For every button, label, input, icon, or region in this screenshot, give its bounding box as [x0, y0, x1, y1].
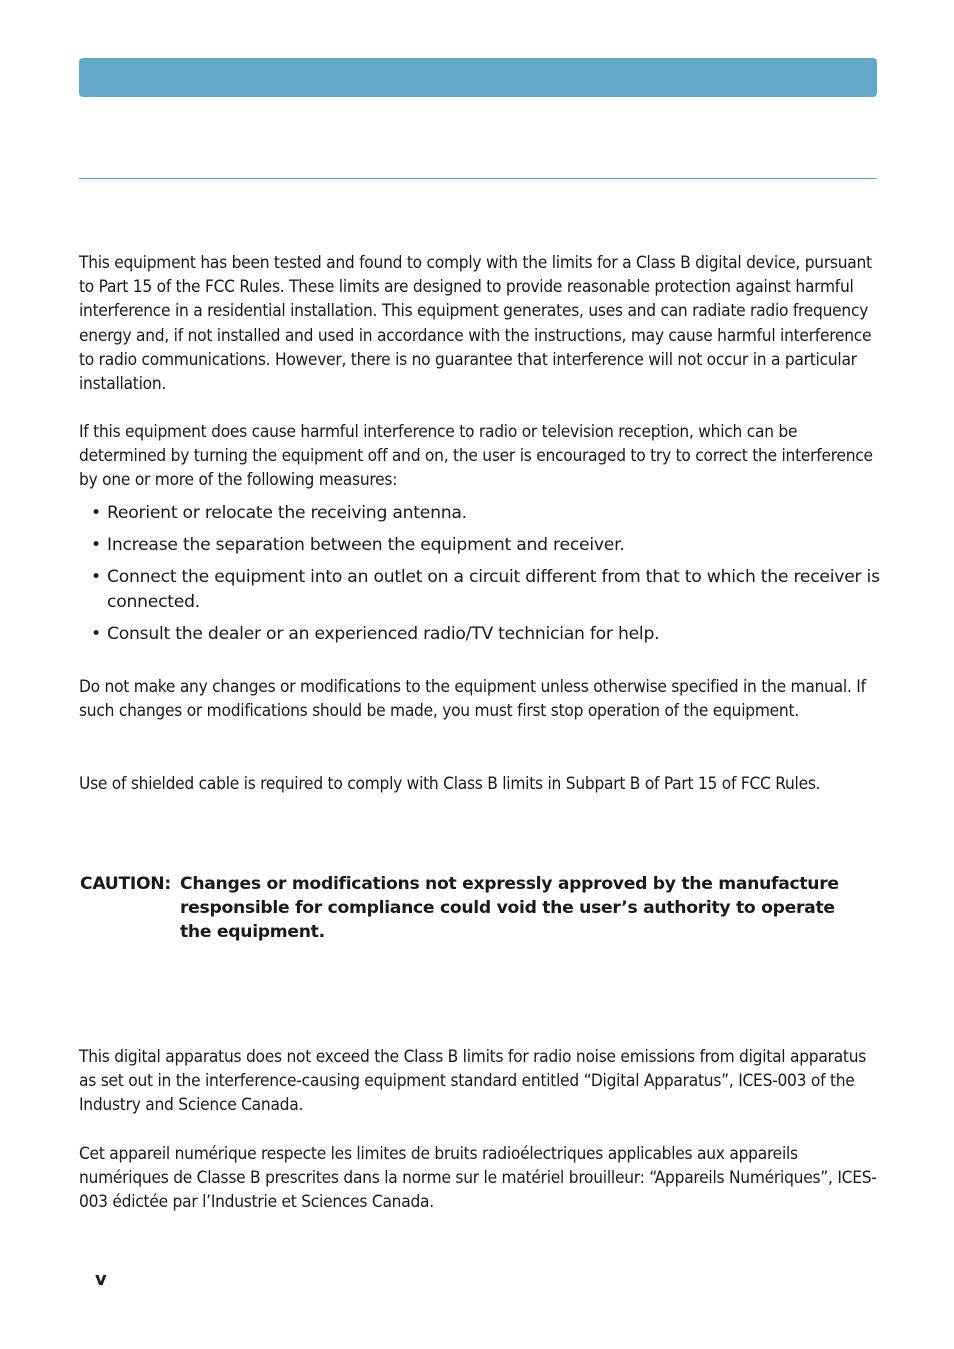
bullet-icon: •	[91, 535, 101, 556]
list-item: • Increase the separation between the equipment and receiver.	[91, 533, 881, 557]
measures-list	[91, 501, 881, 654]
interference-paragraph: If this equipment does cause harmful interference to radio or television reception, which can be determined by turning the equipment off and on, the user is encouraged to try to correct the interference by one or more of the following measures:	[79, 422, 873, 491]
bullet-icon: •	[91, 567, 101, 588]
page-number: v	[95, 1269, 107, 1290]
canada-english-paragraph: This digital apparatus does not exceed the Class B limits for radio noise emissions from digital apparatus as set out in the interference-causing equipment standard entitled “Digital Apparatus”, ICES-003 of the Industry and Science Canada.	[79, 1047, 867, 1116]
canada-french-paragraph: Cet appareil numérique respecte les limites de bruits radioélectriques applicables aux appareils numériques de Classe B prescrites dans la norme sur le matériel brouilleur: “Appareils Numériques”, ICES-003 édictée par l’Industrie et Sciences Canada.	[79, 1144, 877, 1213]
list-item: • Reorient or relocate the receiving antenna.	[91, 501, 881, 525]
modifications-paragraph: Do not make any changes or modifications to the equipment unless otherwise specified in the manual. If such changes or modifications should be made, you must first stop operation of the equipment.	[79, 677, 866, 722]
bullet-icon: •	[91, 623, 101, 644]
header-bar	[79, 58, 877, 97]
section-divider	[79, 178, 877, 179]
caution-text: Changes or modifications not expressly approved by the manufacture responsible for compliance could void the user’s authority to operate the equipment.	[180, 874, 839, 943]
list-item: • Consult the dealer or an experienced radio/TV technician for help.	[91, 622, 881, 646]
bullet-icon: •	[91, 503, 101, 523]
fcc-compliance-paragraph: This equipment has been tested and found to comply with the limits for a Class B digital device, pursuant to Part 15 of the FCC Rules. These limits are designed to provide reasonable protection against harmful interference in a residential installation. This equipment generates, uses and can radiate radio frequency energy and, if not installed and used in accordance with the instructions, may cause harmful interference to radio communications. However, there is no guarantee that interference will not occur in a particular installation.	[79, 253, 872, 395]
list-item: • Connect the equipment into an outlet on a circuit different from that to which the receiver is connected.	[91, 567, 880, 612]
shielded-cable-paragraph: Use of shielded cable is required to comply with Class B limits in Subpart B of Part 15 of FCC Rules.	[79, 774, 821, 794]
caution-label: CAUTION:	[80, 874, 171, 894]
